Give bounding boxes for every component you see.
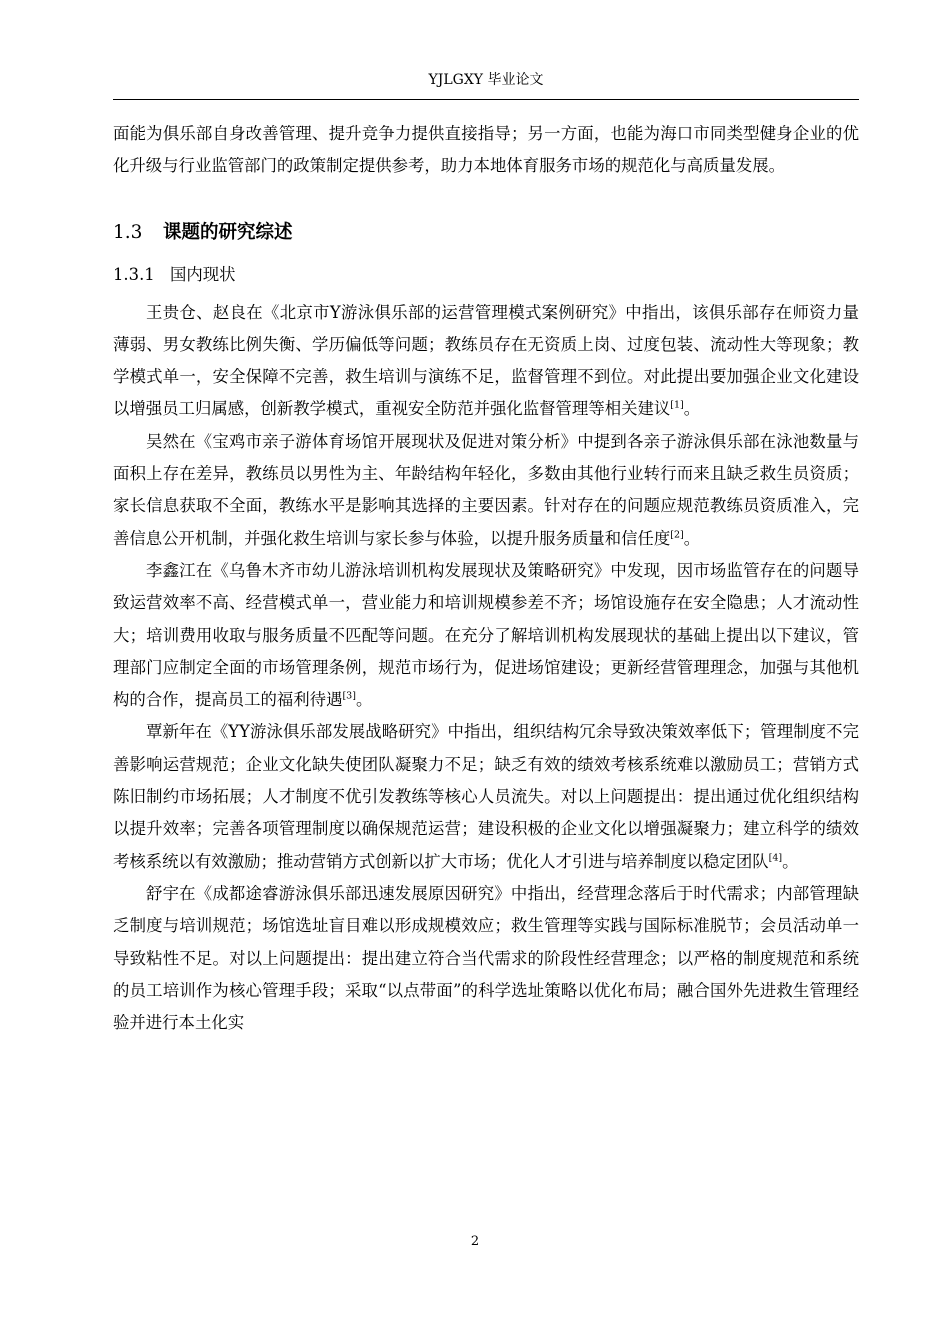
- page-body: [113, 118, 859, 1039]
- section-heading: [113, 219, 859, 247]
- subsection-heading: [113, 261, 859, 289]
- body-paragraph: [113, 555, 859, 716]
- paragraph-text: 王贵仓、赵良在《北京市Y游泳俱乐部的运营管理模式案例研究》中指出，该俱乐部存在师资力量薄弱、男女教练比例失衡、学历偏低等问题；教练员存在无资质上岗、过度包装、流动性大等现象；教学模式单一，安全保障不完善，救生培训与演练不足，监督管理不到位。对此提出要加强企业文化建设以增强员工归属感，创新教学模式，重视安全防范并强化监督管理等相关建议: [113, 302, 859, 419]
- paragraph-text: 覃新年在《YY游泳俱乐部发展战略研究》中指出，组织结构冗余导致决策效率低下；管理制度不完善影响运营规范；企业文化缺失使团队凝聚力不足；缺乏有效的绩效考核系统难以激励员工；营销方式陈旧制约市场拓展；人才制度不优引发教练等核心人员流失。对以上问题提出：提出通过优化组织结构以提升效率；完善各项管理制度以确保规范运营；建设积极的企业文化以增强凝聚力；建立科学的绩效考核系统以有效激励；推动营销方式创新以扩大市场；优化人才引进与培养制度以稳定团队: [113, 722, 859, 871]
- citation-ref: [2]: [670, 529, 684, 541]
- section-number: 1.3: [113, 221, 143, 243]
- paragraph-text: 舒宇在《成都途睿游泳俱乐部迅速发展原因研究》中指出，经营理念落后于时代需求；内部管理缺乏制度与培训规范；场馆选址盲目难以形成规模效应；救生管理等实践与国际标准脱节；会员活动单一导致粘性不足。对以上问题提出：提出建立符合当代需求的阶段性经营理念；以严格的制度规范和系统的员工培训作为核心管理手段；采取“以点带面”的科学选址策略以优化布局；融合国外先进救生管理经验并进行本土化实: [113, 883, 859, 1033]
- citation-ref: [4]: [768, 852, 783, 864]
- running-header: YJLGXY 毕业论文: [428, 72, 544, 88]
- page-number: 2: [470, 1234, 480, 1249]
- paragraph-tail: 。: [683, 528, 701, 548]
- body-paragraph: [113, 716, 859, 877]
- citation-ref: [3]: [342, 690, 356, 702]
- paragraph-text: 吴然在《宝鸡市亲子游体育场馆开展现状及促进对策分析》中提到各亲子游泳俱乐部在泳池数量与面积上存在差异，教练员以男性为主、年龄结构年轻化，多数由其他行业转行而来且缺乏救生员资质；家长信息获取不全面，教练水平是影响其选择的主要因素。针对存在的问题应规范教练员资质准入，完善信息公开机制，并强化救生培训与家长参与体验，以提升服务质量和信任度: [113, 431, 859, 548]
- body-paragraph: [113, 297, 859, 426]
- citation-ref: [1]: [670, 400, 684, 412]
- header-rule: [113, 99, 859, 100]
- section-title: 课题的研究综述: [163, 221, 293, 243]
- continued-paragraph: 面能为俱乐部自身改善管理、提升竞争力提供直接指导；另一方面，也能为海口市同类型健身企业的优化升级与行业监管部门的政策制定提供参考，助力本地体育服务市场的规范化与高质量发展。: [113, 124, 859, 176]
- body-paragraph: [113, 426, 859, 555]
- paragraph-tail: 。: [355, 690, 373, 710]
- body-paragraph: [113, 878, 859, 1039]
- subsection-number: 1.3.1: [113, 264, 155, 284]
- subsection-title: 国内现状: [170, 264, 236, 284]
- paragraph-text: 李鑫江在《乌鲁木齐市幼儿游泳培训机构发展现状及策略研究》中发现，因市场监管存在的问题导致运营效率不高、经营模式单一，营业能力和培训规模参差不齐；场馆设施存在安全隐患；人才流动性大；培训费用收取与服务质量不匹配等问题。在充分了解培训机构发展现状的基础上提出以下建议，管理部门应制定全面的市场管理条例，规范市场行为，促进场馆建设；更新经营管理理念，加强与其他机构的合作，提高员工的福利待遇: [113, 560, 859, 710]
- paragraph-tail: 。: [782, 851, 799, 871]
- paragraph-tail: 。: [683, 399, 701, 419]
